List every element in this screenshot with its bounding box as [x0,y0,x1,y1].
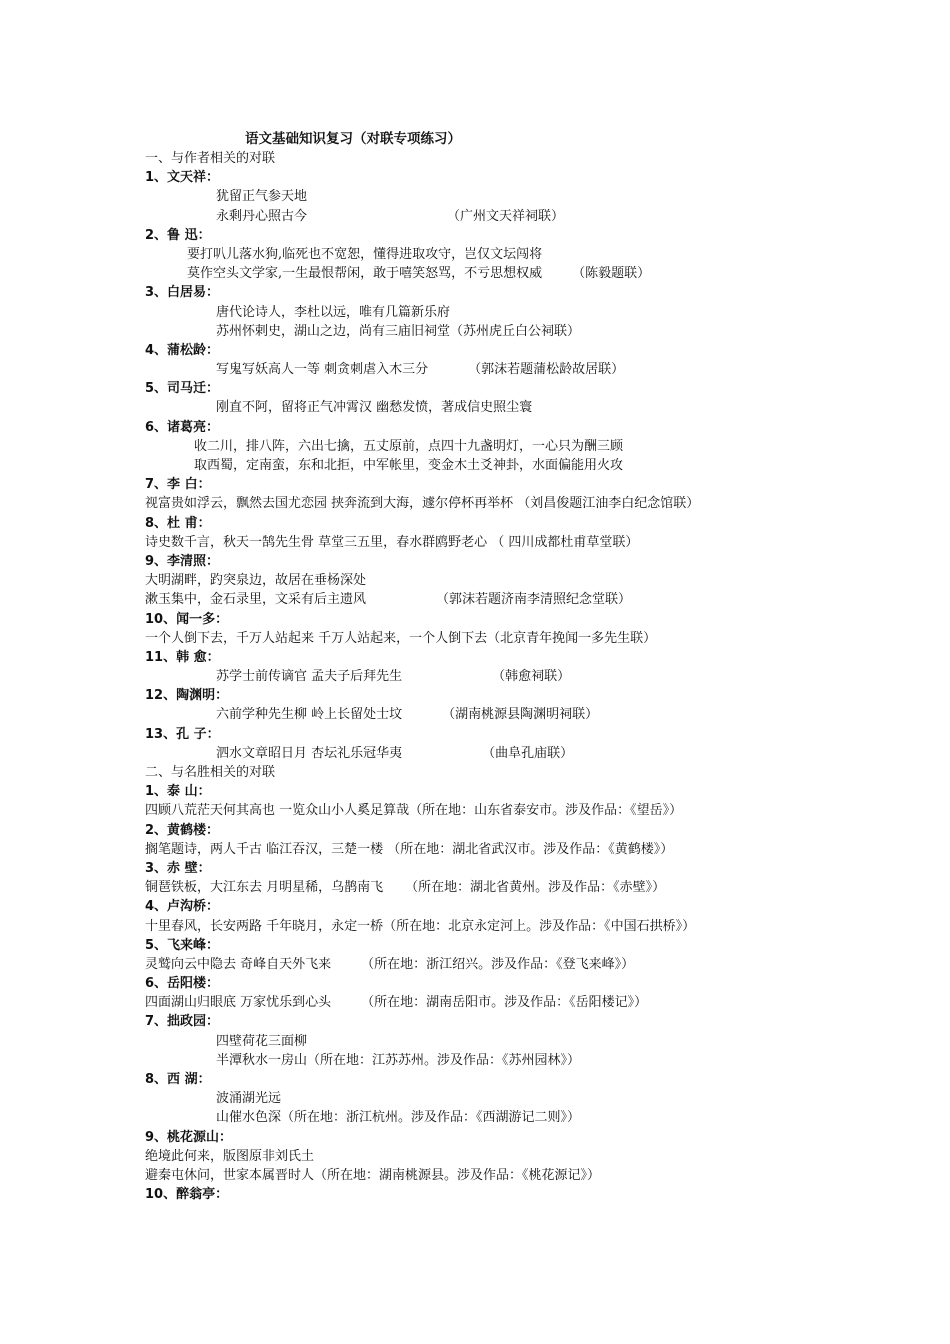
couplet-text: 山催水色深（所在地：浙江杭州。涉及作品：《西湖游记二则》） [216,1110,581,1126]
couplet-line [0,629,950,648]
couplet-text: 漱玉集中，金石录里，文采有后主遗风 [145,592,367,608]
document-body [0,149,950,1204]
document-title: 语文基础知识复习（对联专项练习） [245,131,461,147]
couplet-line [0,1089,950,1108]
couplet-text: 唐代论诗人，李杜以远，唯有几篇新乐府 [216,304,451,320]
couplet-text: 六前学种先生柳 岭上长留处士坟 [216,707,403,723]
couplet-source: （广州文天祥祠联） [447,208,565,224]
couplet-line [0,840,950,859]
entry-heading: 8、西 湖： [145,1072,211,1087]
couplet-text: 刚直不阿，留将正气冲霄汉 幽愁发愤，著成信史照尘寰 [216,400,533,416]
couplet-line [0,705,950,724]
couplet-text: 四面湖山归眼底 万家忧乐到心头 [145,995,332,1011]
couplet-text: 半潭秋水一房山（所在地：江苏苏州。涉及作品：《苏州园林》） [216,1052,581,1068]
couplet-line [0,360,950,379]
entry-heading: 2、黄鹤楼： [145,822,220,838]
couplet-line [0,1147,950,1166]
couplet-text: 苏州怀剌史，湖山之边，尚有三庙旧祠堂（苏州虎丘白公祠联） [216,323,581,339]
couplet-line [0,571,950,590]
couplet-text: 四顾八荒茫天何其高也 一览众山小人奚足算哉（所在地：山东省泰安市。涉及作品：《望岳》） [145,803,683,819]
couplet-source: （郭沫若题蒲松龄故居联） [468,362,625,378]
couplet-text: 铜琶铁板，大江东去 月明星稀，乌鹊南飞 [145,880,384,896]
entry-heading: 12、陶渊明： [145,688,229,704]
couplet-source: （曲阜孔庙联） [482,745,574,761]
couplet-line [0,1032,950,1051]
couplet-source: （郭沫若题济南李清照纪念堂联） [436,592,632,608]
couplet-text: 避秦屯休问，世家本属晋时人（所在地：湖南桃源县。涉及作品：《桃花源记》） [145,1167,601,1183]
couplet-text: 写鬼写妖高人一等 刺贪刺虐入木三分 [216,362,429,378]
couplet-text: 要打叭儿落水狗,临死也不宽恕，懂得进取攻守，岂仅文坛闯将 [187,246,543,262]
couplet-source: （陈毅题联） [572,266,651,282]
couplet-text: 犹留正气参天地 [216,189,308,205]
entry-heading: 2、鲁 迅： [145,227,211,243]
couplet-line [0,667,950,686]
couplet-line [0,1166,950,1185]
couplet-source: （所在地：湖南岳阳市。涉及作品：《岳阳楼记》） [361,995,648,1011]
couplet-line [0,1051,950,1070]
entry-heading: 1、泰 山： [145,784,211,800]
entry-heading: 10、闻一多： [145,611,229,627]
couplet-source: （所在地：浙江绍兴。涉及作品：《登飞来峰》） [361,956,635,972]
couplet-line [0,245,950,264]
couplet-line [0,494,950,513]
couplet-text: 大明湖畔，趵突泉边，故居在垂杨深处 [145,573,367,589]
couplet-line [0,801,950,820]
couplet-text: 搁笔题诗，两人千古 临江吞汉，三楚一楼 （所在地：湖北省武汉市。涉及作品：《黄鹤楼》） [145,841,674,857]
couplet-text: 苏学士前传谪官 孟夫子后拜先生 [216,669,403,685]
entry-heading: 8、杜 甫： [145,515,211,531]
couplet-text: 波涌湖光远 [216,1091,282,1107]
couplet-line [0,187,950,206]
couplet-line [0,1108,950,1127]
couplet-text: 诗史数千言，秋天一鹄先生骨 草堂三五里，春水群鸥野老心 （ 四川成都杜甫草堂联） [145,534,639,550]
entry-heading: 9、李清照： [145,553,220,569]
couplet-line [0,533,950,552]
entry-heading: 7、李 白： [145,477,211,493]
entry-heading: 6、诸葛亮： [145,419,220,435]
couplet-line [0,322,950,341]
entry-heading: 6、岳阳楼： [145,976,220,992]
couplet-line [0,744,950,763]
couplet-text: 四壁荷花三面柳 [216,1033,308,1049]
entry-heading: 3、白居易： [145,285,220,301]
couplet-text: 取西蜀，定南蛮，东和北拒，中军帐里，变金木土爻神卦，水面偏能用火攻 [194,458,624,473]
couplet-text: 收二川，排八阵，六出七擒，五丈原前，点四十九盏明灯，一心只为酬三顾 [194,438,624,454]
couplet-text: 十里春风，长安两路 千年晓月，永定一桥（所在地：北京永定河上。涉及作品：《中国石拱桥》） [145,918,696,934]
section-heading: 一、与作者相关的对联 [145,151,276,166]
entry-heading: 5、飞来峰： [145,937,220,953]
entry-heading: 10、醉翁亭： [145,1187,229,1203]
entry-heading: 7、拙政园： [145,1014,220,1030]
couplet-line [0,955,950,974]
couplet-text: 视富贵如浮云，飘然去国尤恋园 挟奔流到大海，遽尔停杯再举杯 （刘昌俊题江油李白纪念馆联） [145,496,700,512]
couplet-text: 莫作空头文学家,一生最恨帮闲，敢于嘻笑怒骂，不亏思想权威 [187,266,543,282]
couplet-line [0,878,950,897]
couplet-source: （所在地：湖北省黄州。涉及作品：《赤壁》） [405,880,666,896]
couplet-line [0,456,950,475]
couplet-text: 泗水文章昭日月 杏坛礼乐冠华夷 [216,745,403,761]
couplet-line [0,437,950,456]
entry-heading: 5、司马迁： [145,381,220,397]
couplet-line [0,398,950,417]
couplet-line [0,590,950,609]
entry-heading: 1、文天祥： [145,170,220,186]
couplet-source: （韩愈祠联） [492,669,571,685]
entry-heading: 9、桃花源山： [145,1129,233,1145]
couplet-text: 绝境此何来，版图原非刘氏土 [145,1148,315,1164]
entry-heading: 11、韩 愈： [145,649,220,665]
entry-heading: 13、孔 子： [145,726,220,742]
couplet-text: 一个人倒下去，千万人站起来 千万人站起来，一个人倒下去（北京青年挽闻一多先生联） [145,630,657,646]
couplet-line [0,917,950,936]
entry-heading: 4、卢沟桥： [145,899,220,915]
section-heading: 二、与名胜相关的对联 [145,765,276,780]
couplet-text: 灵鹫向云中隐去 奇峰自天外飞来 [145,956,332,972]
couplet-line [0,993,950,1012]
couplet-line [0,303,950,322]
entry-heading: 3、赤 壁： [145,860,211,876]
couplet-source: （湖南桃源县陶渊明祠联） [442,707,599,723]
entry-heading: 4、蒲松龄： [145,342,220,358]
couplet-text: 永剩丹心照古今 [216,208,308,224]
couplet-line [0,207,950,226]
couplet-line [0,264,950,283]
